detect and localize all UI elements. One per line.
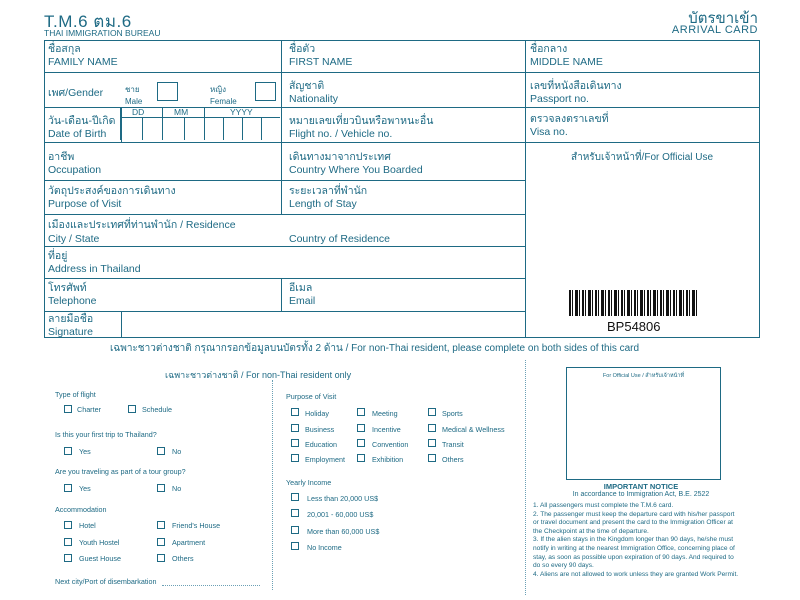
education-label: Education xyxy=(305,440,337,449)
exhibition-checkbox[interactable] xyxy=(357,454,365,462)
first-trip-question: Is this your first trip to Thailand? xyxy=(55,430,157,439)
yearly-income-label: Yearly Income xyxy=(286,478,332,487)
next-city-input[interactable] xyxy=(162,585,260,586)
tour-yes-checkbox[interactable] xyxy=(64,484,72,492)
official-use-label: สำหรับเจ้าหน้าที่/For Official Use xyxy=(571,152,714,163)
length-of-stay-field[interactable]: ระยะเวลาที่พำนัก Length of Stay xyxy=(289,185,368,210)
male-checkbox[interactable] xyxy=(157,82,178,101)
no-income-checkbox[interactable] xyxy=(291,542,299,550)
gender-label: เพศ/Gender xyxy=(48,87,104,99)
income-20k-60k-label: 20,001 - 60,000 US$ xyxy=(307,510,374,519)
income-under-20k-checkbox[interactable] xyxy=(291,493,299,501)
dob-label: วัน-เดือน-ปีเกิด Date of Birth xyxy=(48,115,116,140)
male-label: ชาย Male xyxy=(125,85,143,106)
others-accommodation-checkbox[interactable] xyxy=(157,554,165,562)
incentive-checkbox[interactable] xyxy=(357,424,365,432)
schedule-label: Schedule xyxy=(142,405,172,414)
guest-house-checkbox[interactable] xyxy=(64,554,72,562)
next-city-label: Next city/Port of disembarkation xyxy=(55,577,157,586)
youth-hostel-label: Youth Hostel xyxy=(79,538,120,547)
others-accommodation-label: Others xyxy=(172,554,194,563)
employment-checkbox[interactable] xyxy=(291,454,299,462)
row-divider xyxy=(45,142,759,143)
medical-wellness-checkbox[interactable] xyxy=(428,424,436,432)
others-purpose-label: Others xyxy=(442,455,464,464)
address-field[interactable]: ที่อยู่ Address in Thailand xyxy=(48,250,141,275)
notice-item: 4. Aliens are not allowed to work unless they are granted Work Permit. xyxy=(533,570,739,578)
holiday-checkbox[interactable] xyxy=(291,408,299,416)
col-divider xyxy=(121,311,122,337)
card-title-th: บัตรขาเข้า xyxy=(688,10,758,27)
meeting-checkbox[interactable] xyxy=(357,408,365,416)
row-divider xyxy=(45,180,525,181)
incentive-label: Incentive xyxy=(372,425,401,434)
col-divider xyxy=(281,278,282,311)
barcode xyxy=(569,290,699,316)
row-divider xyxy=(45,214,525,215)
medical-wellness-label: Medical & Wellness xyxy=(442,425,505,434)
residence-label: เมืองและประเทศที่ท่านพำนัก / Residence xyxy=(48,219,236,231)
sports-label: Sports xyxy=(442,409,463,418)
no-income-label: No Income xyxy=(307,543,342,552)
apartment-checkbox[interactable] xyxy=(157,538,165,546)
dob-yyyy-label: YYYY xyxy=(230,107,253,117)
tour-yes-label: Yes xyxy=(79,484,91,493)
country-residence-field[interactable]: Country of Residence xyxy=(289,233,390,245)
transit-checkbox[interactable] xyxy=(428,439,436,447)
apartment-label: Apartment xyxy=(172,538,206,547)
first-trip-no-checkbox[interactable] xyxy=(157,447,165,455)
middle-name-field[interactable]: ชื่อกลาง MIDDLE NAME xyxy=(530,43,603,68)
friends-house-checkbox[interactable] xyxy=(157,521,165,529)
first-trip-no-label: No xyxy=(172,447,182,456)
form-code: T.M.6 ตม.6 xyxy=(44,12,132,31)
notice-item: 1. All passengers must complete the T.M.6 card. xyxy=(533,502,674,509)
notice-item: the Checkpoint at the time of departure. xyxy=(533,527,649,535)
dob-mm-label: MM xyxy=(174,107,189,117)
exhibition-label: Exhibition xyxy=(372,455,404,464)
hotel-label: Hotel xyxy=(79,521,96,530)
accommodation-label: Accommodation xyxy=(55,505,107,514)
purpose-of-visit-label: Purpose of Visit xyxy=(286,392,337,401)
first-trip-yes-checkbox[interactable] xyxy=(64,447,72,455)
convention-label: Convention xyxy=(372,440,409,449)
tour-no-label: No xyxy=(172,484,182,493)
city-state-field[interactable]: City / State xyxy=(48,233,100,245)
official-use-box xyxy=(566,367,721,480)
flight-field[interactable]: หมายเลขเที่ยวบินหรือพาหนะอื่น Flight no. / Vehicle no. xyxy=(289,115,434,140)
holiday-label: Holiday xyxy=(305,409,329,418)
transit-label: Transit xyxy=(442,440,464,449)
telephone-field[interactable]: โทรศัพท์ Telephone xyxy=(48,282,97,307)
notice-item: notify in writing at the nearest Immigration Office, concerning place of xyxy=(533,544,735,552)
bureau-name: THAI IMMIGRATION BUREAU xyxy=(44,28,161,38)
friends-house-label: Friend's House xyxy=(172,521,221,530)
back-title: เฉพาะชาวต่างชาติ / For non-Thai resident only xyxy=(165,370,352,380)
dob-dd-label: DD xyxy=(132,107,145,117)
type-of-flight-label: Type of flight xyxy=(55,390,96,399)
sports-checkbox[interactable] xyxy=(428,408,436,416)
education-checkbox[interactable] xyxy=(291,439,299,447)
row-divider xyxy=(45,246,525,247)
business-label: Business xyxy=(305,425,335,434)
section-divider xyxy=(272,380,273,590)
first-trip-yes-label: Yes xyxy=(79,447,91,456)
email-field[interactable]: อีเมล Email xyxy=(289,282,316,307)
tour-question: Are you traveling as part of a tour group? xyxy=(55,467,186,476)
income-20k-60k-checkbox[interactable] xyxy=(291,509,299,517)
notice-item: 3. If the alien stays in the Kingdom longer than 90 days, he/she must xyxy=(533,536,734,544)
official-use-box-label: For Official Use / สำหรับเจ้าหน้าที่ xyxy=(602,373,685,379)
row-divider xyxy=(45,311,525,312)
card-title-en: ARRIVAL CARD xyxy=(671,24,758,36)
nationality-field[interactable]: สัญชาติ Nationality xyxy=(289,80,339,105)
important-notice-subtitle: In accordance to Immigration Act, B.E. 2522 xyxy=(572,491,710,498)
income-over-60k-label: More than 60,000 US$ xyxy=(307,527,380,536)
business-checkbox[interactable] xyxy=(291,424,299,432)
income-under-20k-label: Less than 20,000 US$ xyxy=(307,494,379,503)
charter-label: Charter xyxy=(77,405,101,414)
first-name-field[interactable]: ชื่อตัว FIRST NAME xyxy=(289,43,353,68)
female-label: หญิง Female xyxy=(210,85,237,106)
family-name-field[interactable]: ชื่อสกุล FAMILY NAME xyxy=(48,43,118,68)
signature-field[interactable]: ลายมือชื่อ Signature xyxy=(48,313,94,338)
hotel-checkbox[interactable] xyxy=(64,521,72,529)
notice-item: or travel document and present the card to the Immigration Officer at xyxy=(533,519,733,527)
income-over-60k-checkbox[interactable] xyxy=(291,526,299,534)
notice-item: 2. The passenger must keep the departure card with his/her passport xyxy=(533,510,735,518)
passport-field[interactable]: เลขที่หนังสือเดินทาง Passport no. xyxy=(530,80,622,105)
purpose-field[interactable]: วัตถุประสงค์ของการเดินทาง Purpose of Visit xyxy=(48,185,176,210)
youth-hostel-checkbox[interactable] xyxy=(64,538,72,546)
important-notice-title: IMPORTANT NOTICE xyxy=(603,482,679,491)
convention-checkbox[interactable] xyxy=(357,439,365,447)
notice-item: stay, as soon as possible upon expiration of 90 days. And required to xyxy=(533,553,734,561)
tour-no-checkbox[interactable] xyxy=(157,484,165,492)
occupation-field[interactable]: อาชีพ Occupation xyxy=(48,151,102,176)
section-divider xyxy=(525,360,526,595)
visa-field[interactable]: ตรวจลงตราเลขที่ Visa no. xyxy=(530,113,609,138)
meeting-label: Meeting xyxy=(372,409,398,418)
guest-house-label: Guest House xyxy=(79,554,121,563)
schedule-checkbox[interactable] xyxy=(128,405,136,413)
charter-checkbox[interactable] xyxy=(64,405,72,413)
complete-both-sides-note: เฉพาะชาวต่างชาติ กรุณากรอกข้อมูลบนบัตรทั้ง 2 ด้าน / For non-Thai resident, please complete on both sides of this card xyxy=(110,343,640,354)
others-purpose-checkbox[interactable] xyxy=(428,454,436,462)
female-checkbox[interactable] xyxy=(255,82,276,101)
row-divider xyxy=(45,278,525,279)
important-notice-list xyxy=(533,502,763,579)
employment-label: Employment xyxy=(305,455,345,464)
row-divider xyxy=(45,72,759,73)
barcode-number: BP54806 xyxy=(607,319,661,334)
dob-input[interactable] xyxy=(120,107,280,140)
col-divider xyxy=(525,41,526,337)
notice-item: do so every 90 days. xyxy=(533,562,594,570)
country-boarded-field[interactable]: เดินทางมาจากประเทศ Country Where You Boarded xyxy=(289,151,423,176)
col-divider xyxy=(281,41,282,214)
